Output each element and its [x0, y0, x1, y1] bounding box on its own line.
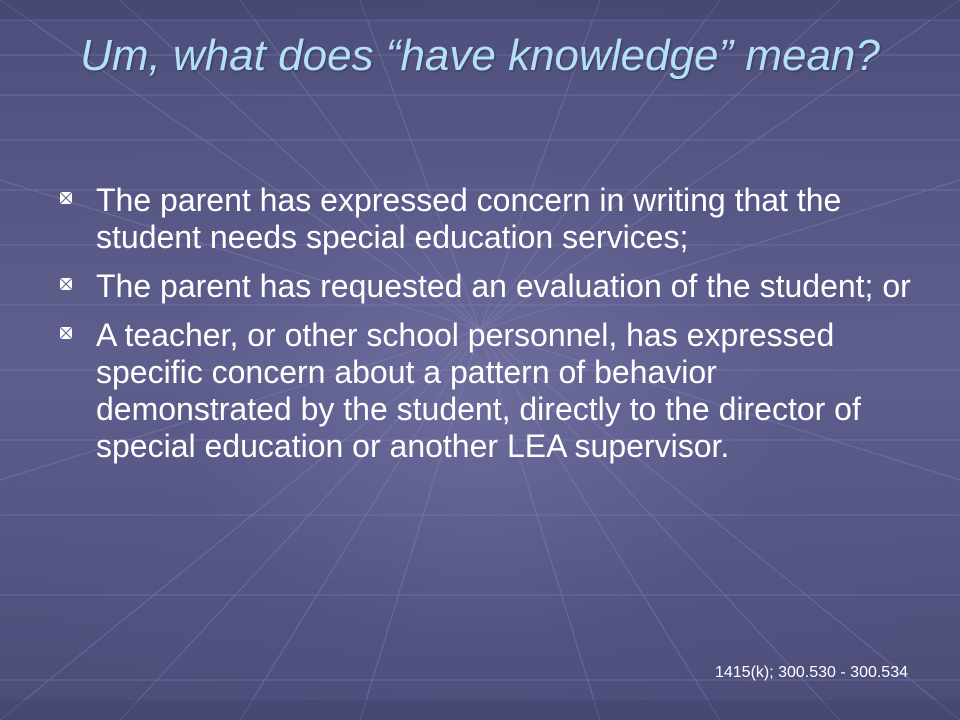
square-bullet-icon [58, 190, 74, 206]
bullet-text: The parent has requested an evaluation of the student; or [96, 268, 911, 304]
citation-reference: 1415(k); 300.530 - 300.534 [714, 664, 908, 681]
bullet-item [52, 317, 912, 465]
square-bullet-icon [58, 325, 74, 341]
slide-title: Um, what does “have knowledge” mean? [80, 31, 880, 80]
bullet-text: A teacher, or other school personnel, has expressed specific concern about a pattern of behavior demonstrated by the student, directly to the director of special education or another LEA supervisor. [96, 317, 861, 464]
bullet-item [52, 268, 912, 305]
bullet-list [52, 182, 912, 477]
bullet-text: The parent has expressed concern in writing that the student needs special education services; [96, 182, 842, 255]
square-bullet-icon [58, 276, 74, 292]
bullet-item [52, 182, 912, 256]
